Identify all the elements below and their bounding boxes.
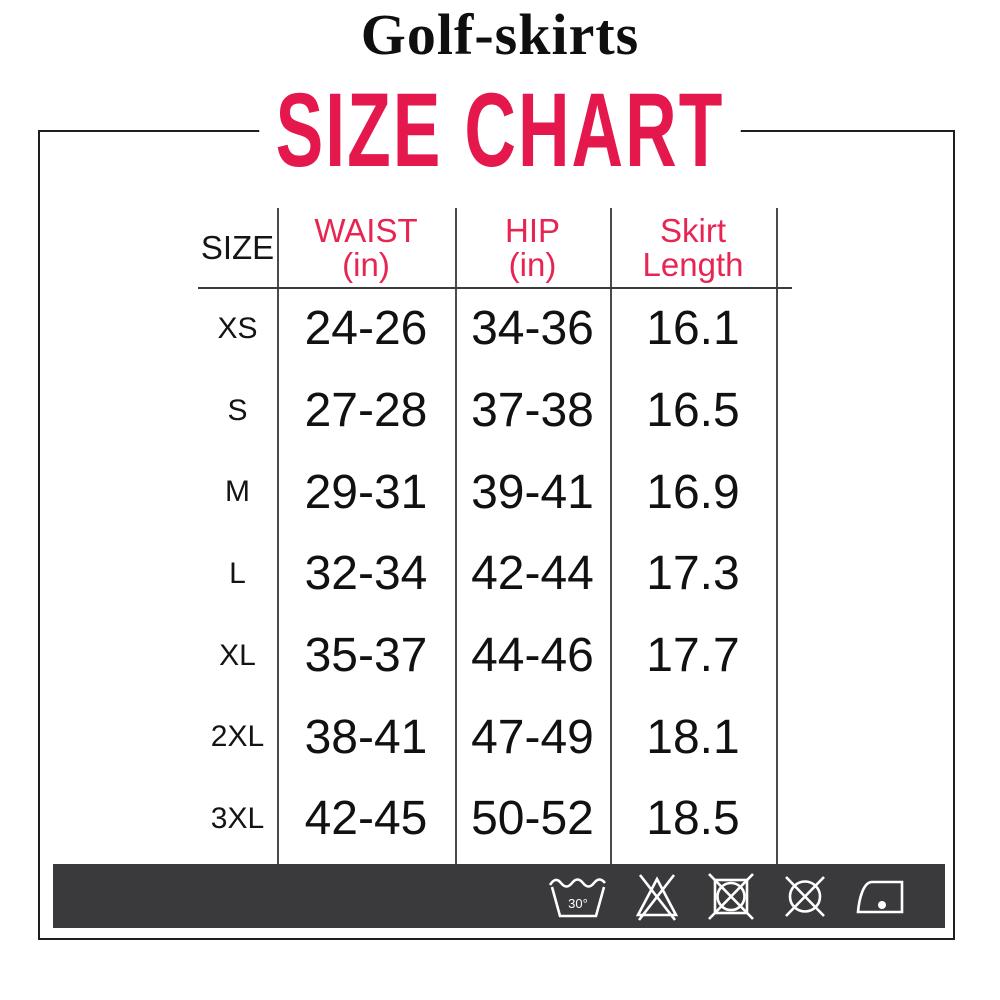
col-header-hip-label: HIP (504, 212, 560, 249)
skirt-length-cell: 17.7 (646, 629, 740, 683)
size-cell: L (229, 556, 246, 590)
skirt-length-cell: 17.3 (646, 547, 740, 601)
skirt-length-cell: 18.5 (646, 792, 740, 846)
col-header-waist (314, 214, 417, 282)
hip-cell: 44-46 (471, 629, 594, 683)
hip-cell: 47-49 (471, 710, 594, 764)
skirt-length-cell: 16.9 (646, 465, 740, 519)
table-body (198, 288, 776, 860)
waist-cell: 29-31 (304, 465, 428, 519)
brand-title: Golf-skirts (360, 2, 640, 67)
hip-cell: 50-52 (471, 792, 594, 846)
col-header-hip-unit: (in) (508, 246, 557, 283)
waist-cell: 35-37 (304, 629, 428, 683)
skirt-length-cell: 18.1 (646, 710, 740, 764)
waist-cell: 27-28 (304, 384, 428, 438)
waist-cell: 38-41 (304, 710, 428, 764)
care-instructions-bar (53, 864, 945, 928)
column-divider (776, 208, 778, 886)
page-title-text: SIZE CHART (259, 76, 740, 186)
col-header-skirt-label: Skirt (660, 212, 726, 249)
col-header-skirt-length (643, 214, 744, 282)
size-cell: XS (217, 311, 258, 345)
size-cell: 3XL (210, 801, 265, 835)
col-header-hip (505, 214, 560, 282)
do-not-bleach-icon (631, 869, 683, 924)
waist-cell: 24-26 (304, 302, 428, 356)
hip-cell: 39-41 (471, 465, 594, 519)
col-header-length-label: Length (642, 246, 744, 283)
size-cell: M (225, 475, 250, 509)
skirt-length-cell: 16.1 (646, 302, 740, 356)
size-cell: S (227, 393, 248, 427)
do-not-tumble-dry-icon (705, 869, 757, 924)
col-header-waist-unit: (in) (342, 246, 390, 283)
size-cell: XL (219, 638, 256, 672)
skirt-length-cell: 16.5 (646, 384, 740, 438)
size-cell: 2XL (210, 720, 265, 754)
machine-wash-30-icon (547, 873, 609, 920)
do-not-dry-clean-icon (779, 869, 831, 924)
table-header (198, 208, 776, 288)
page-title (0, 72, 1000, 189)
waist-cell: 42-45 (304, 792, 428, 846)
col-header-waist-label: WAIST (314, 212, 418, 249)
col-header-size: SIZE (200, 229, 275, 266)
svg-text:30°: 30° (568, 895, 588, 911)
iron-low-heat-icon (853, 873, 913, 920)
waist-cell: 32-34 (304, 547, 428, 601)
hip-cell: 42-44 (471, 547, 594, 601)
hip-cell: 34-36 (471, 302, 594, 356)
hip-cell: 37-38 (471, 384, 594, 438)
